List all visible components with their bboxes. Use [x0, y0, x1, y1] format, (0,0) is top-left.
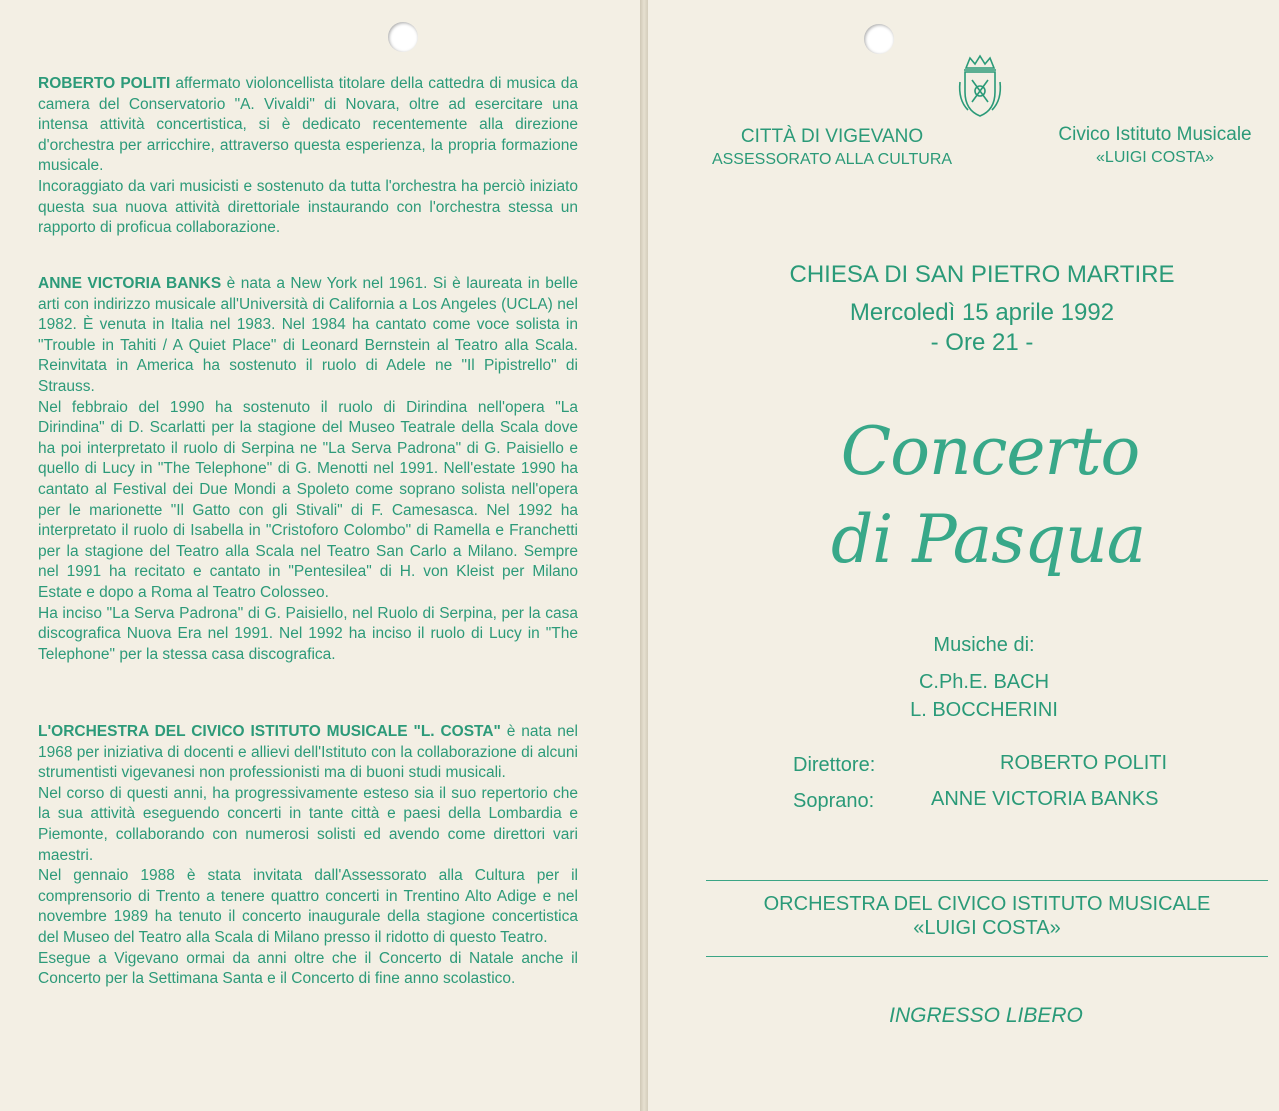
bio-paragraph: Nel corso di questi anni, ha progressivamente esteso sia il suo repertorio che la sua attività eseguendo concerti in tante città e paesi della Lombardia e Piemonte, collaborando con numerosi solisti ed avendo come direttori vari maestri. [38, 784, 578, 864]
music-by-label: Musiche di: [933, 634, 1035, 656]
composers-list [884, 668, 1084, 724]
bio-paragraph: Nel gennaio 1988 è stata invitata dall'Assessorato alla Cultura per il comprensorio di Trento a tenere quattro concerti in Trentino Alto Adige e nel novembre 1989 ha tenuto il concerto inaugurale della stagione concertistica del Museo del Teatro alla Scala di Milano presso il ridotto di questo Teatro. [38, 867, 578, 946]
divider [706, 880, 1268, 881]
soprano-name: ANNE VICTORIA BANKS [931, 788, 1159, 810]
bio-name: ANNE VICTORIA BANKS [38, 275, 222, 292]
punch-hole [864, 24, 894, 54]
director-name: ROBERTO POLITI [1000, 752, 1168, 774]
title-line-1: Concerto [840, 413, 1140, 490]
bio-paragraph: Ha inciso "La Serva Padrona" di G. Paisiello, nel Ruolo di Serpina, per la casa discografica Nuova Era nel 1991. Nel 1992 ha inciso il ruolo di Lucy in "The Telephone" per la stessa casa discografica. [38, 604, 578, 663]
bio-paragraph: L'ORCHESTRA DEL CIVICO ISTITUTO MUSICALE "L. COSTA" è nata nel 1968 per iniziativa di docenti e allievi dell'Istituto con la collaborazione di alcuni strumentisti vigevanesi non professionisti ma di buoni studi musicali. [38, 723, 578, 782]
venue: CHIESA DI SAN PIETRO MARTIRE [789, 261, 1175, 288]
punch-hole [388, 22, 418, 52]
bio-paragraph: Esegue a Vigevano ormai da anni oltre che il Concerto di Natale anche il Concerto per la Settimana Santa e il Concerto di fine anno scolastico. [38, 949, 578, 988]
title-line-2: di Pasqua [830, 501, 1146, 578]
coat-of-arms-icon [956, 52, 1004, 120]
bio-politi [38, 74, 578, 239]
admission-note: INGRESSO LIBERO [889, 1004, 1083, 1027]
bio-name: ROBERTO POLITI [38, 75, 171, 92]
header-left [690, 126, 974, 172]
page-title [790, 412, 1190, 492]
bio-paragraph: Nel febbraio del 1990 ha sostenuto il ruolo di Dirindina nell'opera "La Dirindina" di D. Scarlatti per la stagione del Museo Teatrale della Scala dove ha poi interpretato il ruolo di Serpina ne "La Serva Padrona" di G. Paisiello e quello di Lucy in "The Telephone" di G. Menotti nel 1991. Nell'estate 1990 ha cantato al Festival dei Due Mondi a Spoleto come soprano solista nell'opera per le marionette "Il Gatto con gli Stivali" di F. Camesasca. Nel 1992 ha interpretato il ruolo di Isabella in "Cristoforo Colombo" di Ramella e Franchetti per la stagione del Teatro alla Scala nel Teatro San Carlo a Milano. Sempre nel 1991 ha recitato e cantato in "Pentesilea" di H. von Kleist per Milano Estate e dopo a Roma al Teatro Colosseo. [38, 398, 578, 601]
institute-subname: «LUIGI COSTA» [1096, 149, 1214, 166]
page-fold [640, 0, 648, 1111]
city-name: CITTÀ DI VIGEVANO [740, 126, 924, 147]
page-subtitle [788, 500, 1188, 580]
bio-paragraph: ANNE VICTORIA BANKS è nata a New York nel 1961. Si è laureata in belle arti con indirizzo musicale all'Università di California a Los Angeles (UCLA) nel 1982. È venuta in Italia nel 1983. Nel 1984 ha cantato come voce solista in "Trouble in Tahiti / A Quiet Place" di Leonard Bernstein al Teatro alla Scala. Reinvitata in America ha sostenuto il ruolo di Adele ne "Il Pipistrello" di Strauss. [38, 275, 578, 395]
director-label: Direttore: [793, 754, 876, 776]
event-info [700, 260, 1264, 358]
event-time: - Ore 21 - [930, 329, 1034, 356]
event-date: Mercoledì 15 aprile 1992 [849, 299, 1115, 326]
composer: C.Ph.E. BACH [918, 671, 1050, 693]
header-right [1030, 124, 1279, 170]
bio-paragraph: ROBERTO POLITI affermato violoncellista titolare della cattedra di musica da camera del Conservatorio "A. Vivaldi" di Novara, oltre ad esercitare una intensa attività concertistica, si è dedicato recentemente alla direzione d'orchestra per arricchire, attraverso questa esperienza, la propria formazione musicale. [38, 75, 578, 175]
soprano-label: Soprano: [793, 790, 875, 812]
composer: L. BOCCHERINI [910, 699, 1058, 721]
department-name: ASSESSORATO ALLA CULTURA [711, 151, 953, 168]
bio-paragraph: Incoraggiato da vari musicisti e sostenuto da tutta l'orchestra ha perciò iniziato questa sua nuova attività direttoriale instaurando con l'orchestra stessa un rapporto di proficua collaborazione. [38, 177, 578, 237]
orchestra-subname: «LUIGI COSTA» [913, 917, 1061, 939]
bio-name: L'ORCHESTRA DEL CIVICO ISTITUTO MUSICALE "L. COSTA" [38, 723, 501, 740]
bio-banks [38, 274, 578, 665]
divider [706, 956, 1268, 957]
bio-orchestra [38, 722, 578, 990]
institute-name: Civico Istituto Musicale [1058, 124, 1252, 145]
orchestra-name: ORCHESTRA DEL CIVICO ISTITUTO MUSICALE [763, 893, 1211, 915]
orchestra-block [706, 892, 1268, 940]
